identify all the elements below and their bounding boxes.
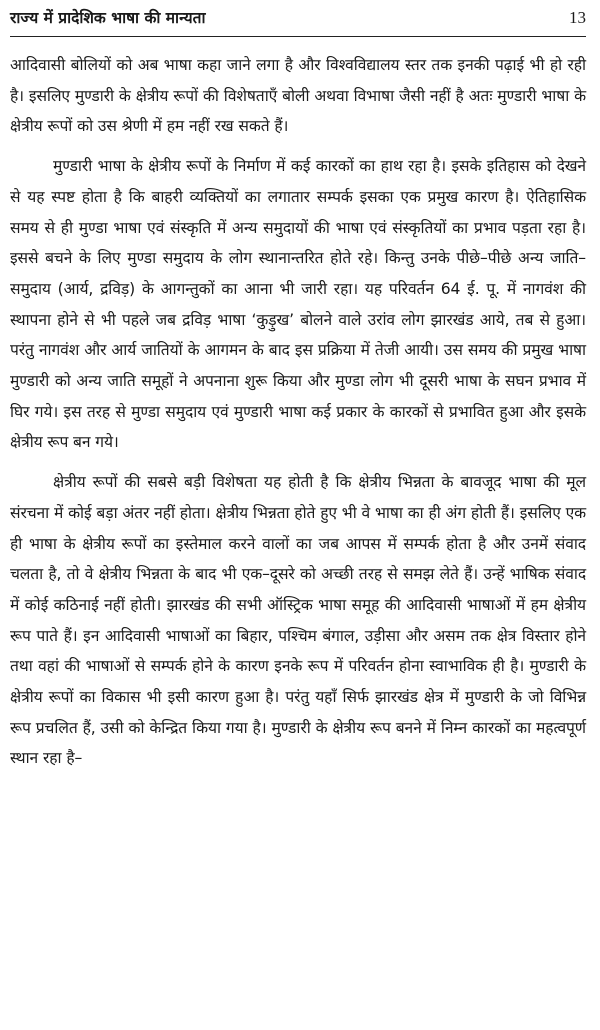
paragraph-2: मुण्डारी भाषा के क्षेत्रीय रूपों के निर्माण में कई कारकों का हाथ रहा है। इसके इतिहास को देखने से यह स्पष्ट होता है कि बाहरी व्यक्तियों का लगातार सम्पर्क इसका एक प्रमुख कारण है। ऐतिहासिक समय से ही मुण्डा भाषा एवं संस्कृति में अन्य समुदायों की भाषा एवं संस्कृतियों का प्रभाव पड़ता रहा है। इससे बचने के लिए मुण्डा समुदाय के लोग स्थानान्तरित होते रहे। किन्तु उनके पीछे–पीछे अन्य जाति–समुदाय (आर्य, द्रविड़) के आगन्तुकों का आना भी जारी रहा। यह परिवर्तन 64 ई. पू. में नागवंश की स्थापना होने से भी पहले जब द्रविड़ भाषा ‘कुड़ुख’ बोलने वाले उरांव लोग झारखंड आये, तब से हुआ। परंतु नागवंश और आर्य जातियों के आगमन के बाद इस प्रक्रिया में तेजी आयी। उस समय की प्रमुख भाषा मुण्डारी को अन्य जाति समूहों ने अपनाना शुरू किया और मुण्डा लोग भी दूसरी भाषा के सघन प्रभाव में घिर गये। इस तरह से मुण्डा समुदाय एवं मुण्डारी भाषा कई प्रकार के कारकों से प्रभावित हुआ और इसके क्षेत्रीय रूप बन गये। xyxy=(10,157,586,452)
page-number: 13 xyxy=(569,8,586,27)
paragraph-1: आदिवासी बोलियों को अब भाषा कहा जाने लगा है और विश्वविद्यालय स्तर तक इनकी पढ़ाई भी हो रही है। इसलिए मुण्डारी के क्षेत्रीय रूपों की विशेषताएँ बोली अथवा विभाषा जैसी नहीं है अतः मुण्डारी भाषा के क्षेत्रीय रूपों को उस श्रेणी में हम नहीं रख सकते हैं। xyxy=(10,56,586,136)
paragraph-3: क्षेत्रीय रूपों की सबसे बड़ी विशेषता यह होती है कि क्षेत्रीय भिन्नता के बावजूद भाषा की मूल संरचना में कोई बड़ा अंतर नहीं होता। क्षेत्रीय भिन्नता होते हुए भी वे भाषा का ही अंग होती हैं। इसलिए एक ही भाषा के क्षेत्रीय रूपों का इस्तेमाल करने वालों का जब आपस में सम्पर्क होता है और उनमें संवाद चलता है, तो वे क्षेत्रीय भिन्नता के बाद भी एक–दूसरे को अच्छी तरह से समझ लेते हैं। उन्हें भाषिक संवाद में कोई कठिनाई नहीं होती। झारखंड की सभी ऑस्ट्रिक भाषा समूह की आदिवासी भाषाओं में हम क्षेत्रीय रूप पाते हैं। इन आदिवासी भाषाओं का बिहार, पश्चिम बंगाल, उड़ीसा और असम तक क्षेत्र विस्तार होने तथा वहां की भाषाओं से सम्पर्क होने के कारण इनके रूप में परिवर्तन होना स्वाभाविक ही है। मुण्डारी के क्षेत्रीय रूपों का विकास भी इसी कारण हुआ है। परंतु यहाँ सिर्फ झारखंड क्षेत्र में मुण्डारी के जो विभिन्न रूप प्रचलित हैं, उसी को केन्द्रित किया गया है। मुण्डारी के क्षेत्रीय रूप बनने में निम्न कारकों का महत्वपूर्ण स्थान रहा है– xyxy=(10,473,586,768)
body-text xyxy=(10,50,586,774)
chapter-title: राज्य में प्रादेशिक भाषा की मान्यता xyxy=(10,9,206,27)
running-header xyxy=(10,6,586,37)
